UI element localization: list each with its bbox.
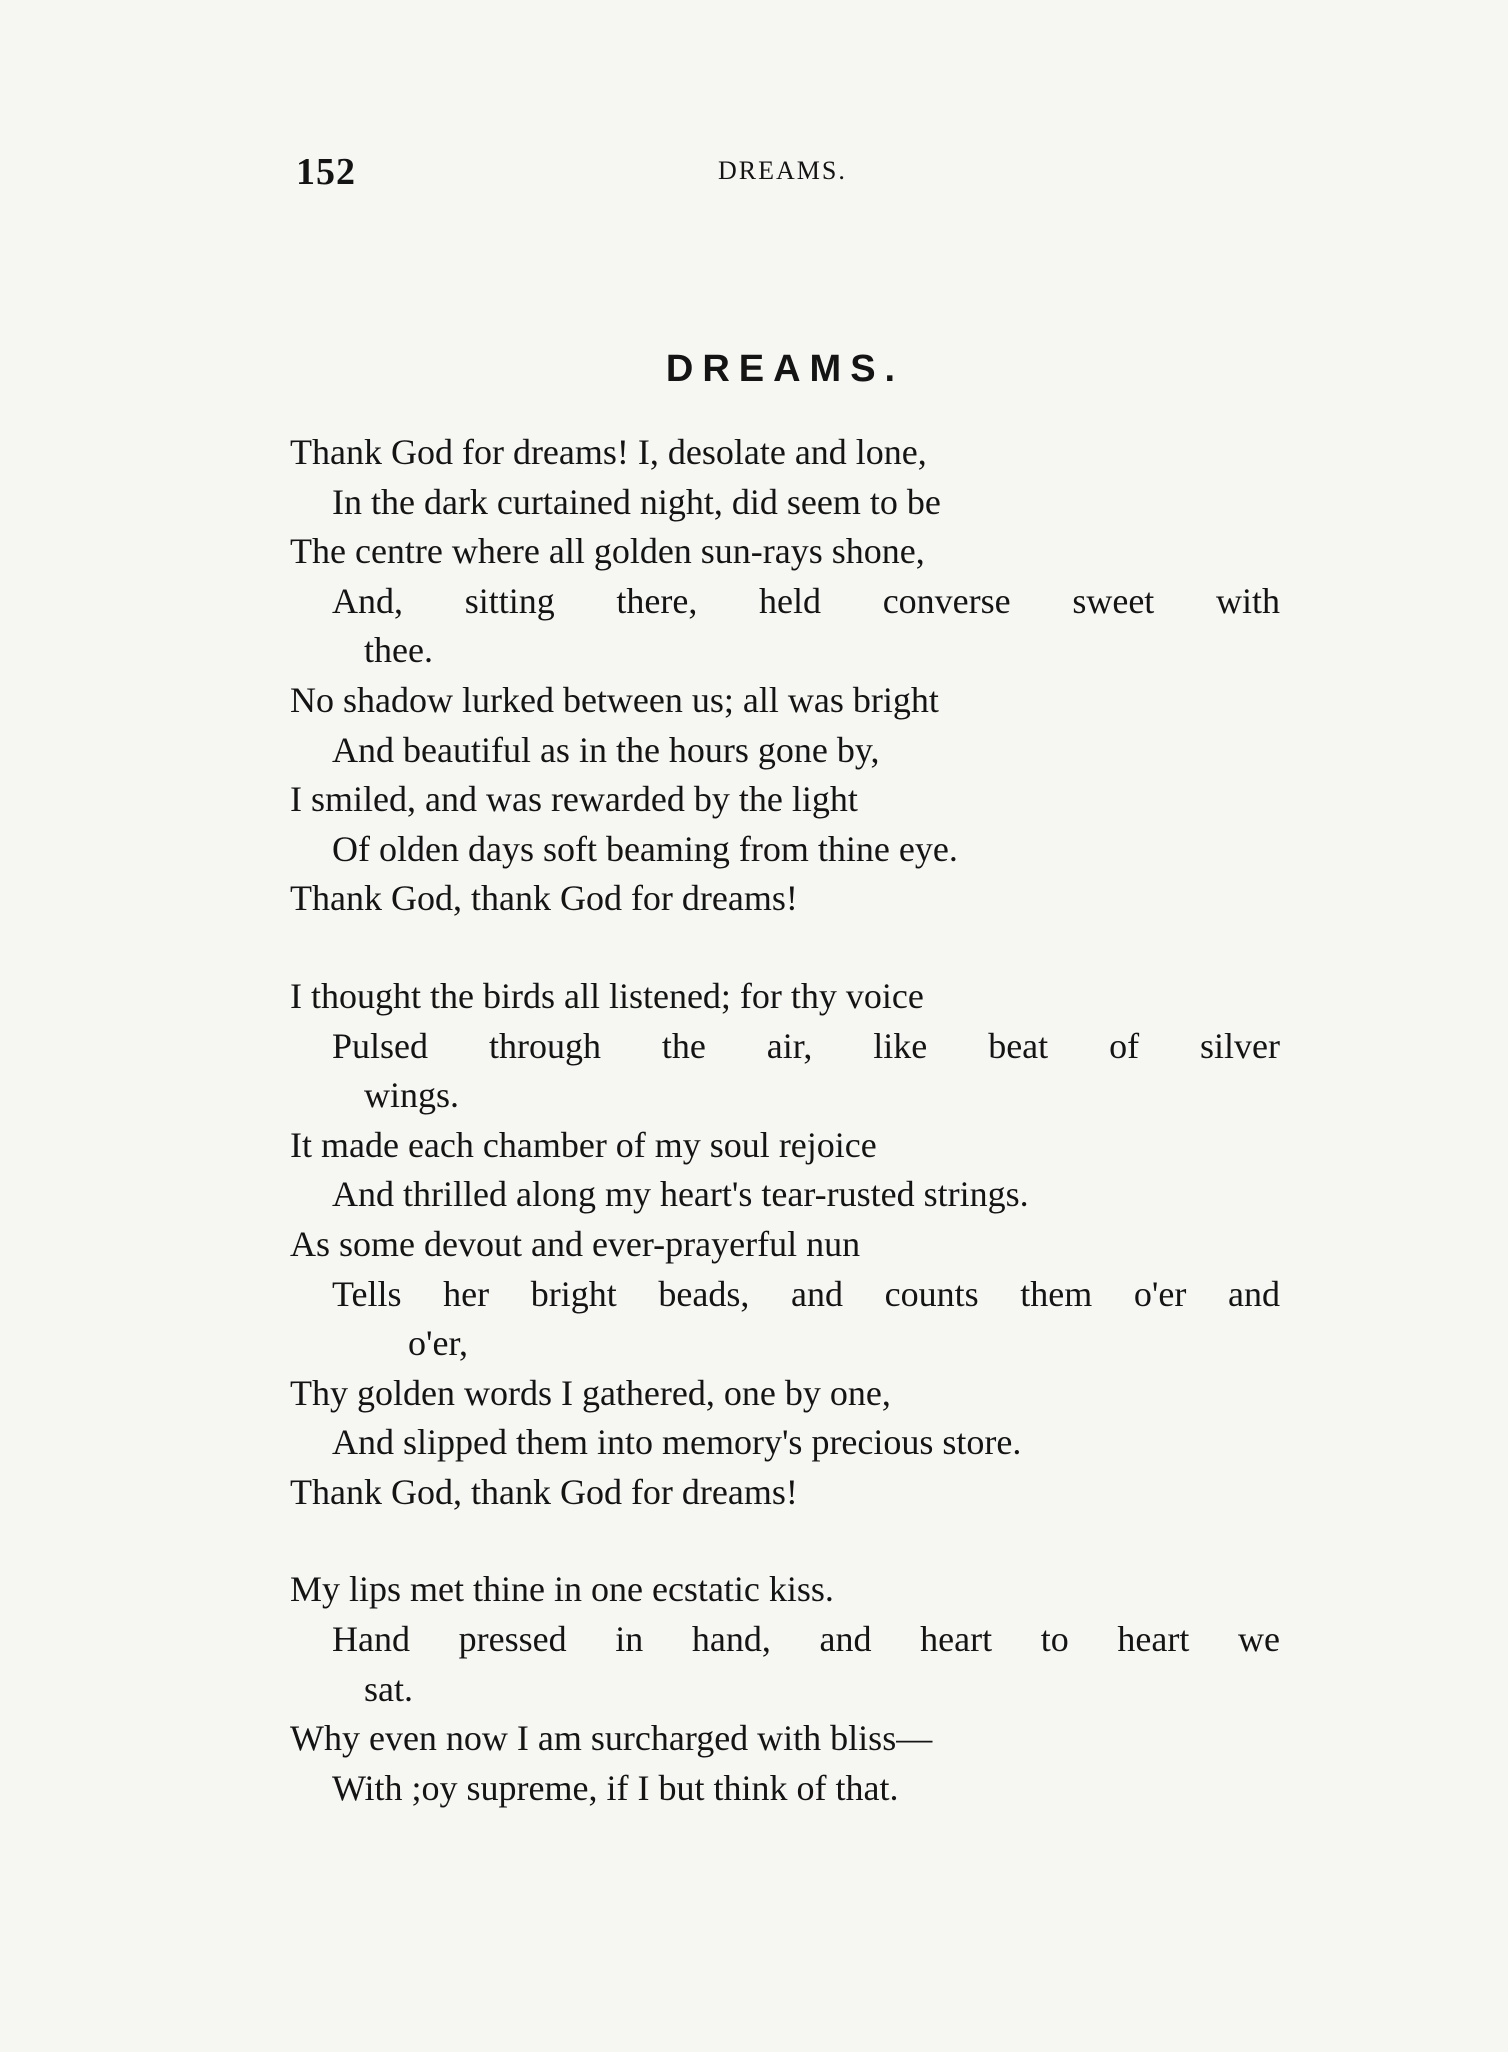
poem-refrain: Thank God, thank God for dreams! bbox=[290, 1471, 798, 1512]
poem-line: In the dark curtained night, did seem to be bbox=[332, 481, 941, 522]
stanza-1 bbox=[290, 428, 1280, 924]
poem-line: It made each chamber of my soul rejoice bbox=[290, 1124, 877, 1165]
page-number: 152 bbox=[296, 151, 356, 193]
poem-line: And, sitting there, held converse sweet with bbox=[332, 580, 1280, 621]
poem-line: Of olden days soft beaming from thine eye. bbox=[332, 828, 958, 869]
poem-line: The centre where all golden sun-rays shone, bbox=[290, 531, 925, 572]
poem-line: Thy golden words I gathered, one by one, bbox=[290, 1372, 891, 1413]
poem-line: Thank God for dreams! I, desolate and lone, bbox=[290, 432, 927, 472]
poem-line: Pulsed through the air, like beat of silver bbox=[332, 1025, 1280, 1066]
poem-line-continuation: sat. bbox=[364, 1668, 413, 1709]
poem-line: No shadow lurked between us; all was bright bbox=[290, 679, 939, 720]
poem-line: And slipped them into memory's precious store. bbox=[332, 1422, 1022, 1463]
poem-line: I thought the birds all listened; for thy voice bbox=[290, 975, 924, 1016]
poem-line: Why even now I am surcharged with bliss— bbox=[290, 1718, 933, 1759]
running-title: DREAMS. bbox=[718, 156, 847, 185]
poem-line: Tells her bright beads, and counts them o'er and bbox=[332, 1273, 1280, 1314]
poem-refrain: Thank God, thank God for dreams! bbox=[290, 878, 798, 919]
stanza-2 bbox=[290, 972, 1280, 1518]
poem-line-continuation: o'er, bbox=[408, 1323, 469, 1364]
poem-line: And beautiful as in the hours gone by, bbox=[332, 729, 880, 770]
poem-line: I smiled, and was rewarded by the light bbox=[290, 779, 858, 820]
poem-line-continuation: thee. bbox=[364, 630, 433, 671]
poem-title: DREAMS. bbox=[665, 348, 905, 390]
poem-line: And thrilled along my heart's tear-rusted strings. bbox=[332, 1174, 1029, 1215]
poem-line-continuation: wings. bbox=[364, 1075, 460, 1116]
poem-line: With ;oy supreme, if I but think of that. bbox=[332, 1767, 899, 1808]
poem-body bbox=[290, 428, 1280, 1861]
stanza-3 bbox=[290, 1565, 1280, 1813]
running-header bbox=[0, 150, 1508, 200]
poem-line: Hand pressed in hand, and heart to heart we bbox=[332, 1619, 1280, 1660]
poem-line: As some devout and ever-prayerful nun bbox=[290, 1223, 861, 1264]
poem-line: My lips met thine in one ecstatic kiss. bbox=[290, 1569, 834, 1610]
